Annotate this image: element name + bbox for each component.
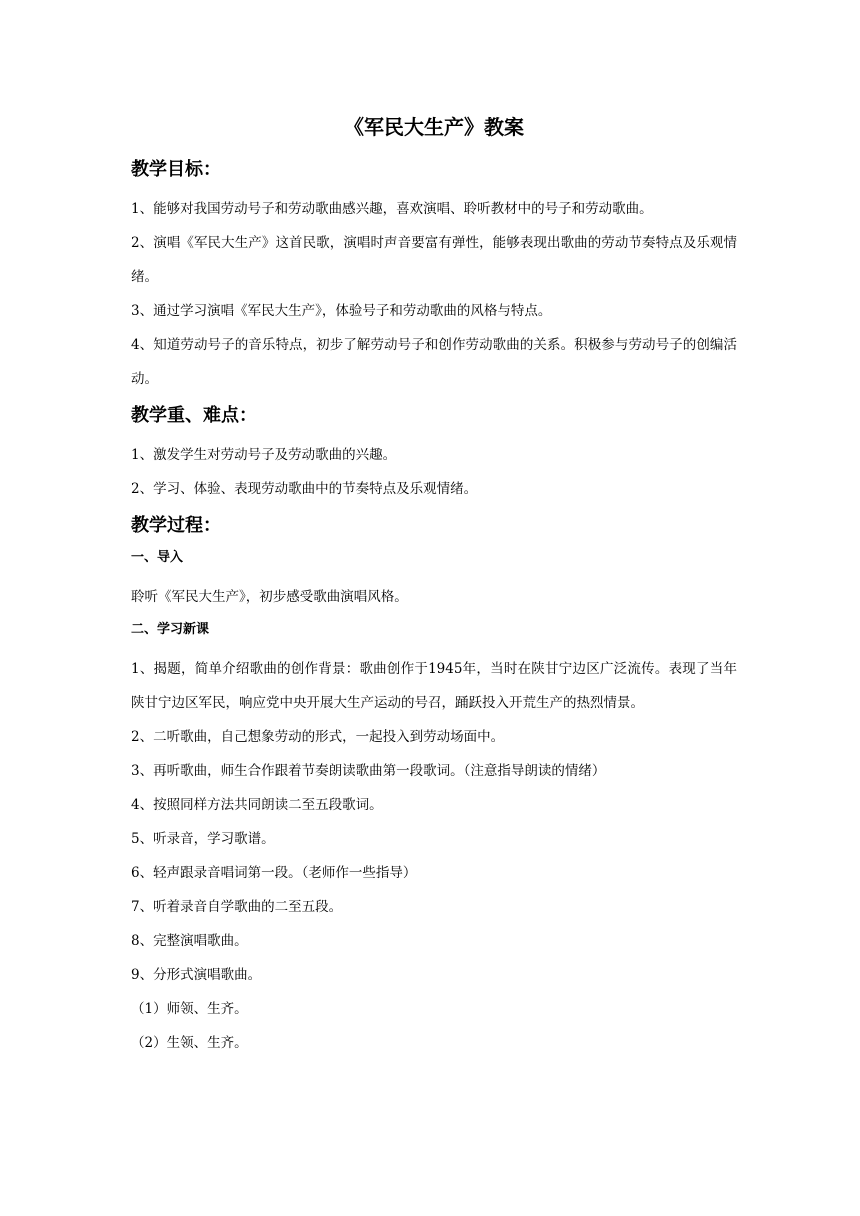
section-heading-key-points: 教学重、难点： <box>131 405 257 426</box>
key-point-item-1: 1、激发学生对劳动号子及劳动歌曲的兴趣。 <box>131 447 397 463</box>
section-heading-objectives: 教学目标： <box>131 159 221 180</box>
document-page <box>131 112 737 1060</box>
lesson-step-1: 1、揭题，简单介绍歌曲的创作背景：歌曲创作于1945年，当时在陕甘宁边区广泛流传。表现了当年陕甘宁边区军民，响应党中央开展大生产运动的号召，踊跃投入开荒生产的热烈情景。 <box>131 661 737 711</box>
subsection-heading-intro: 一、导入 <box>131 550 184 565</box>
lesson-step-6: 6、轻声跟录音唱词第一段。（老师作一些指导） <box>131 865 417 881</box>
subsection-heading-new-lesson: 二、学习新课 <box>131 622 210 637</box>
lesson-step-8: 8、完整演唱歌曲。 <box>131 933 248 949</box>
lesson-step-5: 5、听录音，学习歌谱。 <box>131 831 275 847</box>
lesson-substep-1: （1）师领、生齐。 <box>131 1001 248 1017</box>
objective-item-1: 1、能够对我国劳动号子和劳动歌曲感兴趣，喜欢演唱、聆听教材中的号子和劳动歌曲。 <box>131 201 653 217</box>
lesson-substep-2: （2）生领、生齐。 <box>131 1035 248 1051</box>
lesson-step-4: 4、按照同样方法共同朗读二至五段歌词。 <box>131 797 383 813</box>
lesson-step-2: 2、二听歌曲，自己想象劳动的形式，一起投入到劳动场面中。 <box>131 729 505 745</box>
lesson-step-3: 3、再听歌曲，师生合作跟着节奏朗读歌曲第一段歌词。（注意指导朗读的情绪） <box>131 763 606 779</box>
document-title: 《军民大生产》教案 <box>344 115 524 139</box>
objective-item-4: 4、知道劳动号子的音乐特点，初步了解劳动号子和创作劳动歌曲的关系。积极参与劳动号子的创编活动。 <box>131 337 737 387</box>
lesson-step-9: 9、分形式演唱歌曲。 <box>131 967 262 983</box>
lesson-step-7: 7、听着录音自学歌曲的二至五段。 <box>131 899 343 915</box>
objective-item-2: 2、演唱《军民大生产》这首民歌，演唱时声音要富有弹性，能够表现出歌曲的劳动节奏特点及乐观情绪。 <box>131 235 737 285</box>
objective-item-3: 3、通过学习演唱《军民大生产》，体验号子和劳动歌曲的风格与特点。 <box>131 303 552 319</box>
key-point-item-2: 2、学习、体验、表现劳动歌曲中的节奏特点及乐观情绪。 <box>131 481 478 497</box>
section-heading-process: 教学过程： <box>131 515 221 536</box>
intro-item-1: 聆听《军民大生产》，初步感受歌曲演唱风格。 <box>131 589 408 605</box>
